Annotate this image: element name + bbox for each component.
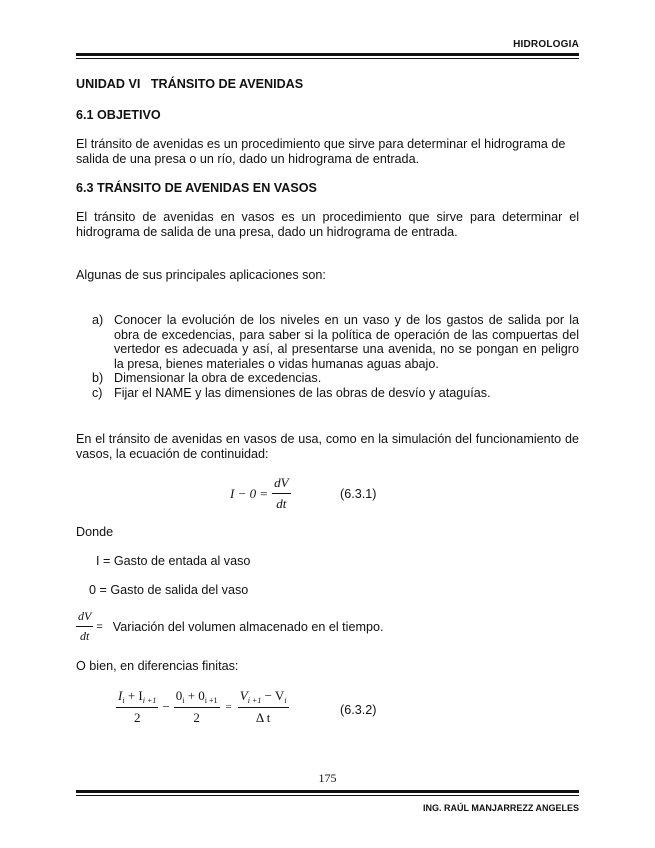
list-item <box>92 313 579 371</box>
list-marker: a) <box>92 313 104 327</box>
outflow-definition: 0 = Gasto de salida del vaso <box>89 583 249 597</box>
running-header: HIDROLOGIA <box>513 39 579 50</box>
minus-sign: − <box>162 699 170 714</box>
outflow-average-fraction <box>174 688 220 726</box>
vessels-heading: 6.3 TRÁNSITO DE AVENIDAS EN VASOS <box>76 181 317 195</box>
subscript: i <box>284 696 287 705</box>
derivative-fraction <box>76 609 93 644</box>
list-item <box>92 386 579 401</box>
equals-sign: = <box>96 620 103 633</box>
volume-definition-text: Variación del volumen almacenado en el tiempo. <box>112 619 384 634</box>
list-item-text: Fijar el NAME y las dimensiones de las obras de desvío y ataguías. <box>114 385 491 400</box>
fraction-numerator <box>116 688 158 708</box>
volume-change-fraction <box>238 688 289 726</box>
subscript: i +1 <box>204 696 218 705</box>
inflow-average-fraction <box>116 688 158 726</box>
fraction-numerator <box>238 688 289 708</box>
fraction-denominator: dt <box>80 629 90 643</box>
applications-list <box>92 313 579 400</box>
derivative-fraction <box>272 475 290 512</box>
header-rule-thick <box>76 53 579 56</box>
inflow-definition: I = Gasto de entada al vaso <box>96 554 251 568</box>
footer-rule-thin <box>76 795 579 796</box>
symbol-i: I <box>118 688 123 703</box>
subscript: i <box>182 696 185 705</box>
list-marker: b) <box>92 371 104 385</box>
footer-author: ING. RAÚL MANJARREZZ ANGELES <box>422 803 579 813</box>
volume-definition <box>76 609 383 644</box>
subscript: i +1 <box>142 696 157 705</box>
fraction-denominator: 2 <box>193 710 200 725</box>
equation-number: (6.3.2) <box>340 703 377 717</box>
fraction-numerator: dV <box>76 609 93 627</box>
finite-differences-intro: O bien, en diferencias finitas: <box>76 659 239 673</box>
equation-6-3-1 <box>230 475 291 512</box>
plus-term: + 0 <box>187 688 205 703</box>
header-rule-thin <box>76 58 579 59</box>
unit-title: UNIDAD VI TRÁNSITO DE AVENIDAS <box>76 77 304 91</box>
subscript: i <box>122 696 125 705</box>
equation-number: (6.3.1) <box>340 487 377 501</box>
applications-intro: Algunas de sus principales aplicaciones son: <box>76 268 326 282</box>
objective-paragraph: El tránsito de avenidas es un procedimiento que sirve para determinar el hidrograma de salida de una presa o un río, dado un hidrograma de entrada. <box>76 137 566 166</box>
equals-sign: = <box>225 701 232 713</box>
equation-6-3-2 <box>116 688 289 726</box>
fraction-denominator: Δ t <box>255 710 271 725</box>
list-item-text: Dimensionar la obra de excedencias. <box>114 371 322 385</box>
continuity-paragraph: En el tránsito de avenidas en vasos de usa, como en la simulación del funcionamiento de vasos, la ecuación de continuidad: <box>76 432 579 461</box>
plus-term: + I <box>127 688 143 703</box>
list-marker: c) <box>92 385 103 400</box>
fraction-numerator <box>174 688 220 708</box>
minus-term: − V <box>264 688 285 703</box>
where-label: Donde <box>76 525 114 539</box>
vessels-paragraph: El tránsito de avenidas en vasos es un procedimiento que sirve para determinar el hidrograma de salida de una presa, dado un hidrograma de entrada. <box>76 210 579 239</box>
fraction-denominator: 2 <box>133 710 141 725</box>
footer-rule-thick <box>76 790 579 793</box>
equation-lhs: I − 0 = <box>230 485 269 501</box>
symbol-v: V <box>239 688 248 703</box>
fraction-denominator: dt <box>276 496 287 511</box>
list-item <box>92 371 579 386</box>
list-item-text: Conocer la evolución de los niveles en un vaso y de los gastos de salida por la obra de excedencias, para saber si la política de operación de las compuertas del vertedor es adecuada y así, al presentarse una avenida, no se pongan en peligro la presa, bienes materiales o vidas humanas aguas abajo. <box>114 313 579 371</box>
page-number: 175 <box>318 771 337 785</box>
fraction-numerator: dV <box>272 475 290 494</box>
subscript: i +1 <box>247 696 262 705</box>
objective-heading: 6.1 OBJETIVO <box>76 108 161 122</box>
symbol-zero: 0 <box>175 688 183 703</box>
